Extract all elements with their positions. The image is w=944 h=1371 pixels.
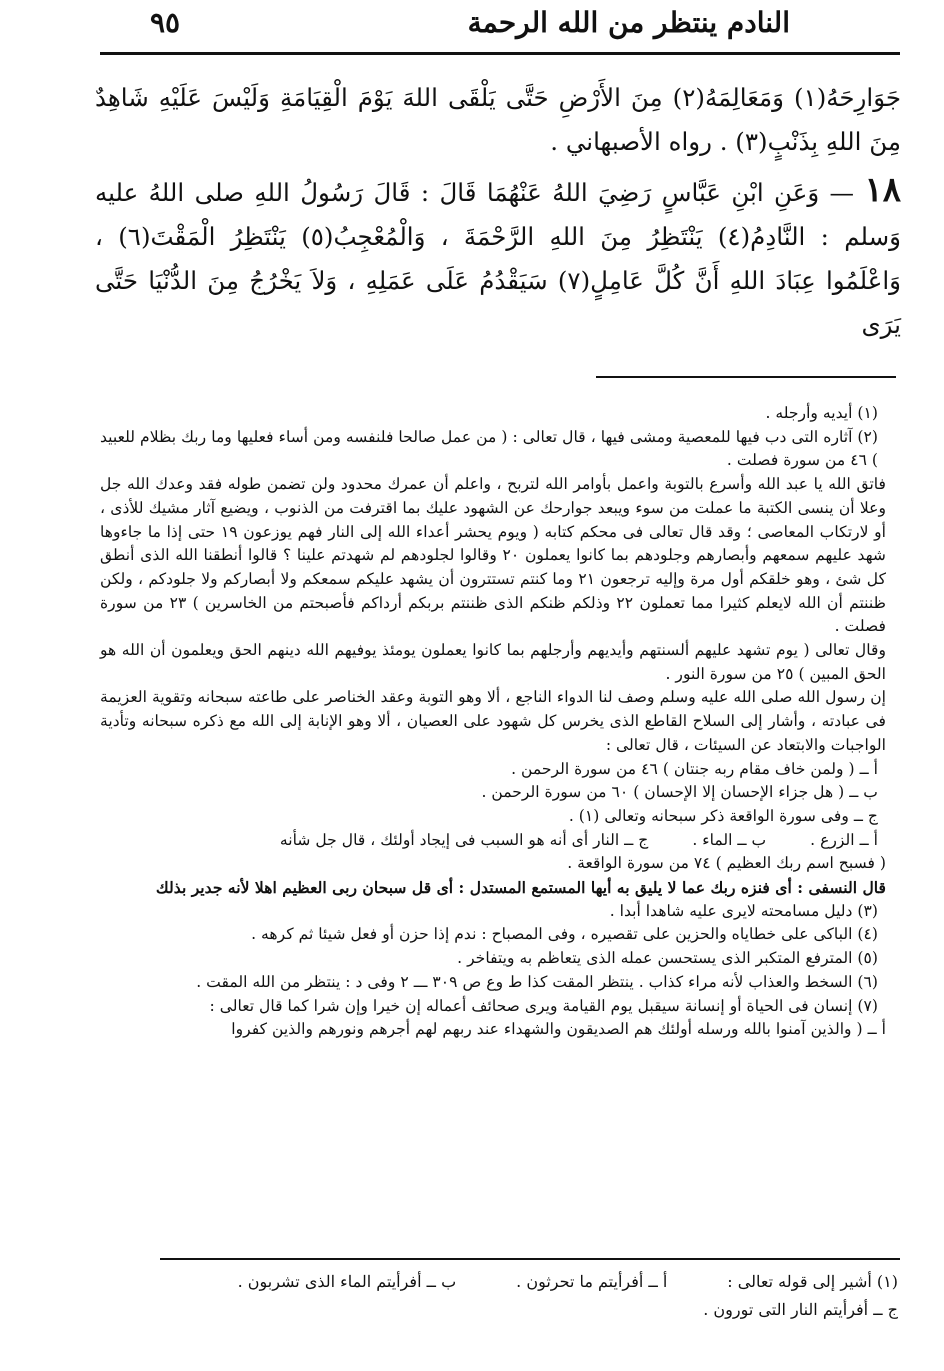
footnote-6: (٦) السخط والعذاب لأنه مراء كذاب . ينتظر المقت كذا ط وع ص ٣٠٩ ـــ ٢ وفى د : ينتظر من الله المقت . [196,972,878,991]
footnote-verse-b: ب ــ ( هل جزاء الإحسان إلا الإحسان ) ٦٠ من سورة الرحمن . [481,783,878,802]
footnote-verse-a: أ ــ ( ولمن خاف مقام ربه جنتان ) ٤٦ من سورة الرحمن . [511,759,878,778]
hadith-text: — وَعَنِ ابْنِ عَبَّاسٍ رَضِيَ اللهُ عَنْهُمَا قَالَ : قَالَ رَسُولُ اللهِ صلى اللهُ عليه وَسلم : النَّادِمُ(٤) يَنْتَظِرُ مِنَ اللهِ الرَّحْمَةَ ، وَالْمُعْجِبُ(٥) يَنْتَظِرُ الْمَقْتَ(٦) ، وَاعْلَمُوا عِبَادَ اللهِ أَنَّ كُلَّ عَامِلٍ(٧) سَيَقْدُمُ عَلَى عَمَلِهِ ، وَلاَ يَخْرُجُ مِنَ الدُّنْيَا حَتَّى يَرَى [95,178,901,339]
secondary-footnote-b: ب ــ أفرأيتم الماء الذى تشربون . [237,1272,457,1291]
secondary-footnote-c: ج ــ أفرأيتم النار التى تورون . [703,1300,898,1319]
running-title: النادم ينتظر من الله الرحمة [467,6,790,39]
option-a: أ ــ الزرع . [810,830,878,849]
secondary-footnote [150,1268,898,1324]
footnote-5: (٥) المترفع المتكبر الذى يستحسن عمله الذى يتعاظم به ويتفاخر . [457,949,878,968]
footnote-3: (٣) دليل مسامحته لايرى عليه شاهدا أبدا . [609,901,878,920]
page-header [150,6,800,46]
main-text [95,76,901,347]
footnote-7: (٧) إنسان فى الحياة أو إنسانة سيقبل يوم القيامة ويرى صحائف أعماله إن خيرا وإن شرا كما قال تعالى : [209,996,878,1015]
footnote-line: قال النسفى : أى فنزه ربك عما لا يليق به أيها المستمع المستدل : أى قل سبحان ربى العظيم اهلا لأنه جدير بذلك [155,878,886,898]
header-rule [100,52,900,55]
option-c: ج ــ النار أى أنه هو السبب فى إيجاد أولئك ، قال جل شأنه [279,830,649,849]
footnote-2: (٢) آثاره التى دب فيها للمعصية ومشى فيها ، قال تعالى : ( من عمل صالحا فلنفسه ومن أساء فعليها وما ربك بظلام للعبيد ) ٤٦ من سورة فصلت . [100,427,878,470]
secondary-footnote-label: (١) أشير إلى قوله تعالى : [727,1272,898,1291]
page-number: ٩٥ [150,6,181,39]
footnote-line: أ ــ ( والذين آمنوا بالله ورسله أولئك هم الصديقون والشهداء عند ربهم لهم أجرهم ونورهم والذين كفروا [231,1020,886,1039]
bottom-separator [160,1258,900,1260]
footnote-4: (٤) الباكى على خطاياه والحزين على تقصيره ، وفى المصباح : ندم إذا حزن أو فعل شيئا ثم كرهه . [251,925,878,944]
footnotes [100,402,900,1042]
footnote-separator [596,376,896,378]
footnote-line: ( فسبح اسم ربك العظيم ) ٧٤ من سورة الواقعة . [567,854,886,873]
secondary-footnote-row [150,1268,898,1296]
footnote-1: (١) أيديه وأرجله . [765,404,878,422]
main-paragraph-1: جَوَارِحَهُ(١) وَمَعَالِمَهُ(٢) مِنَ الأَرْضِ حَتَّى يَلْقَى اللهَ يَوْمَ الْقِيَامَةِ وَلَيْسَ عَلَيْهِ شَاهِدٌ مِنَ اللهِ بِذَنْبٍ(٣) . رواه الأصبهاني . [95,83,901,156]
secondary-footnote-a: أ ــ أفرأيتم ما تحرثون . [516,1272,668,1291]
footnote-commentary: إن رسول الله صلى الله عليه وسلم وصف لنا الدواء الناجع ، ألا وهو التوبة وعقد الخناصر على طاعته سبحانه وتقوية العزيمة فى عبادته ، وأشار إلى السلاح القاطع الذى يخرس كل شهود على العصيان ، ألا وهو الإنابة إلى الله مع ذكره سبحانه وتأدية الواجبات والابتعاد عن السيئات ، قال تعالى : [100,688,886,754]
option-b: ب ــ الماء . [692,830,767,849]
footnote-commentary: فاتق الله يا عبد الله وأسرع بالتوبة واعمل بأوامر الله لتربح ، واعلم أن عمرك محدود ولن تضمن طوله فقد وعدك الله جل وعلا أن ينسى الكتبة ما عملت من سوء ويبعد جوارحك عن الشهود عليك بما اقترفت من الذنوب ، ويضيع آثار مشيك للأذى ، أو لارتكاب المعاصى ؛ وقد قال تعالى فى محكم كتابه ( ويوم يحشر أعداء الله إلى النار فهم يوزعون ١٩ حتى إذا ما جاءوها شهد عليهم سمعهم وأبصارهم وجلودهم بما كانوا يعملون ٢٠ وقالوا لجلودهم لم شهدتم علينا ؟ قالوا أنطقنا الله الذى أنطق كل شئ ، وهو خلقكم أول مرة وإليه ترجعون ٢١ وما كنتم تستترون أن يشهد عليكم سمعكم ولا أبصاركم ولا جلودكم ، ولكن ظننتم أن الله لايعلم كثيرا مما تعملون ٢٢ وذلكم ظنكم الذى ظننتم بربكم أرداكم فأصبحتم من الخاسرين ) ٢٣ من سورة فصلت . [100,475,886,636]
footnote-verse-c: ج ــ وفى سورة الواقعة ذكر سبحانه وتعالى (١) . [568,806,878,825]
footnote-options [100,829,900,853]
main-paragraph-2 [95,168,901,347]
footnote-commentary: وقال تعالى ( يوم تشهد عليهم ألسنتهم وأيديهم وأرجلهم بما كانوا يعملون يومئذ يوفيهم الله دينهم الحق ويعلمون أن الله هو الحق المبين ) ٢٥ من سورة النور . [100,641,886,683]
hadith-number: ١٨ [864,170,901,210]
